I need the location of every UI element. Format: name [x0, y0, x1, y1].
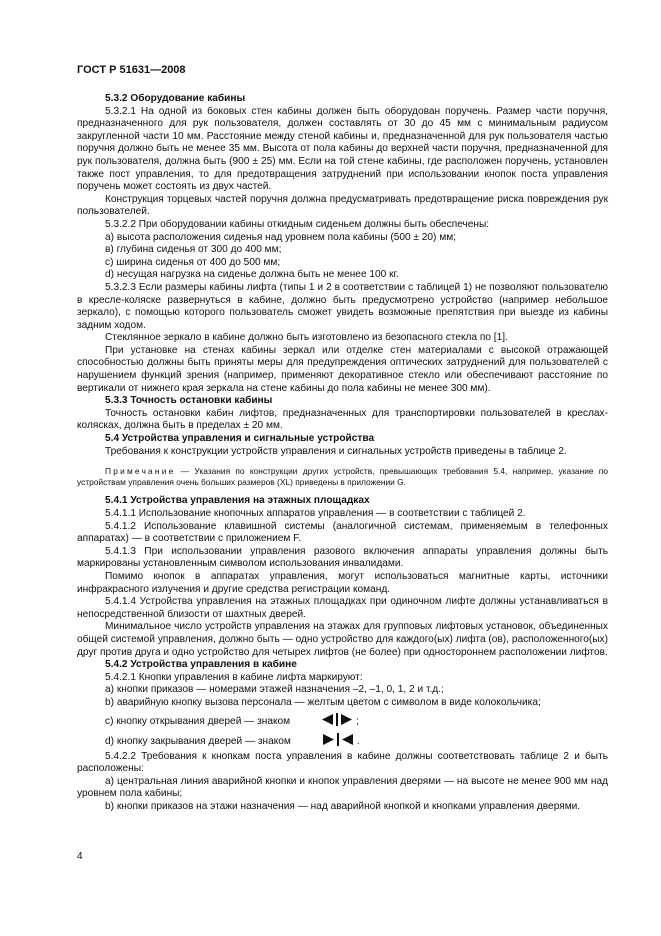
door-close-text: d) кнопку закрывания дверей — знаком [105, 736, 291, 748]
paragraph-group-lifts: Минимальное число устройств управления на этажах для групповых лифтовых установок, объединенных общей системой управления, должно быть — одно устройство для каждого(ых) лифта (ов), расположенного(ых) друг против друга и одно устройство для четырех лифтов (не более) при одностороннем расположении лифтов. [77, 621, 608, 658]
list-item-door-close [77, 733, 608, 751]
door-close-icon [293, 733, 355, 751]
page-number: 4 [77, 851, 83, 862]
paragraph-5-4-1-1: 5.4.1.1 Использование кнопочных аппаратов управления — в соответствии с таблицей 2. [105, 508, 526, 519]
paragraph-5-4-2-2: 5.4.2.2 Требования к кнопкам поста управления в кабине должны соответствовать таблице 2 и быть расположены: [77, 750, 608, 775]
list-item: а) высота расположения сиденья над уровнем пола кабины (500 ± 20) мм; [105, 231, 456, 243]
paragraph-5-3-2-1: 5.3.2.1 На одной из боковых стен кабины должен быть оборудован поручень. Размер части поручня, предназначенного для рук пользователя, должен составлять от 30 до 45 мм с минимальным радиусом закругленной части 10 мм. Расстояние между стеной кабины и, предназначенной для рук пользователя частью поручня должно быть не менее 35 мм. Высота от пола кабины до верхней части поручня, предназначенной для рук пользователя, должна быть (900 ± 25) мм. Если на той стене кабины, где расположен поручень, установлен также пост управления, то для предотвращения затруднений при использовании кнопок поста управления поручень может состоять из двух частей. [77, 105, 608, 193]
list-item: а) центральная линия аварийной кнопки и кнопок управления дверями — на высоте не менее 900 мм над уровнем пола кабины; [77, 775, 608, 800]
document-header: ГОСТ Р 51631—2008 [77, 64, 186, 76]
paragraph-magnetic-cards: Помимо кнопок в аппаратах управления, могут использоваться магнитные карты, источники инфракрасного излучения и другие средства регистрации команд. [77, 570, 608, 595]
list-item: d) несущая нагрузка на сиденье должна быть не менее 100 кг. [105, 269, 399, 281]
paragraph-5-4-1-2: 5.4.1.2 Использование клавишной системы (аналогичной системам, применяемым в телефонных аппаратах) — в соответствии с приложением F. [77, 520, 608, 545]
list-item: а) кнопки приказов — номерами этажей назначения –2, –1, 0, 1, 2 и т.д.; [105, 684, 444, 696]
section-heading-5-4: 5.4 Устройства управления и сигнальные устройства [105, 433, 375, 445]
note-label: Примечание [105, 466, 176, 477]
paragraph-5-3-2-3: 5.3.2.3 Если размеры кабины лифта (типы 1 и 2 в соответствии с таблицей 1) не позволяют пользователю в кресле-коляске развернуться в кабине, должно быть предусмотрено устройство (например небольшое зеркало), с помощью которого пользователь сможет увидеть возможные препятствия при выезде из кабины задним ходом. [77, 281, 608, 331]
door-close-end: . [356, 736, 360, 748]
paragraph-mirror-installation: При установке на стенах кабины зеркал или отделке стен материалами с высокой отражающей способностью должны быть приняты меры для предупреждения оптических затруднений для пользователей с нарушением функций зрения (например, применяют декоративное стекло или обеспечивают расстояние по вертикали от нижнего края зеркала на стене кабины до пола кабины не менее 300 мм). [77, 344, 608, 394]
document-body [77, 93, 608, 814]
note-text: — Указания по конструкции других устройств, превышающих требования 5.4, например, указание по устройствам управления очень больших размеров (XL) приведены в приложении G. [77, 466, 608, 487]
paragraph-5-4-1-4: 5.4.1.4 Устройства управления на этажных площадках при одиночном лифте должны устанавливаться в непосредственной близости от шахтных дверей. [77, 596, 608, 620]
section-heading-5-3-2: 5.3.2 Оборудование кабины [105, 93, 246, 104]
list-item: в) глубина сиденья от 300 до 400 мм; [105, 244, 282, 256]
door-open-text: c) кнопку открывания дверей — знаком [105, 715, 291, 727]
door-open-icon [292, 713, 354, 731]
list-item: b) кнопки приказов на этажи назначения — над аварийной кнопкой и кнопками управления дверями. [105, 801, 581, 813]
paragraph-handrail-ends: Конструкция торцевых частей поручня должна предусматривать предотвращение риска повреждения рук пользователей. [77, 193, 608, 218]
paragraph-mirror-glass: Стеклянное зеркало в кабине должно быть изготовлено из безопасного стекла по [1]. [105, 332, 508, 344]
paragraph-5-3-2-2: 5.3.2.2 При оборудовании кабины откидным сиденьем должны быть обеспечены: [105, 218, 490, 230]
section-heading-5-3-3: 5.3.3 Точность остановки кабины [105, 395, 273, 407]
paragraph-5-4-intro: Требования к конструкции устройств управления и сигнальных устройств приведены в таблице 2. [105, 445, 567, 457]
paragraph-5-4-1-3: 5.4.1.3 При использовании управления разового включения аппараты управления должны быть маркированы установленным символом использования инвалидами. [77, 545, 608, 570]
list-item: с) ширина сиденья от 400 до 500 мм; [105, 256, 281, 268]
section-heading-5-4-2: 5.4.2 Устройства управления в кабине [105, 659, 297, 671]
note [77, 466, 608, 487]
door-open-end: ; [356, 715, 359, 727]
list-item-door-open [77, 713, 608, 731]
section-heading-5-4-1: 5.4.1 Устройства управления на этажных площадках [105, 495, 370, 507]
list-item: b) аварийную кнопку вызова персонала — желтым цветом с символом в виде колокольчика; [105, 696, 541, 708]
paragraph-5-4-2-1: 5.4.2.1 Кнопки управления в кабине лифта маркируют: [105, 671, 363, 683]
paragraph-stopping-accuracy: Точность остановки кабин лифтов, предназначенных для транспортировки пользователей в креслах-колясках, должна быть в пределах ± 20 мм. [77, 407, 608, 432]
